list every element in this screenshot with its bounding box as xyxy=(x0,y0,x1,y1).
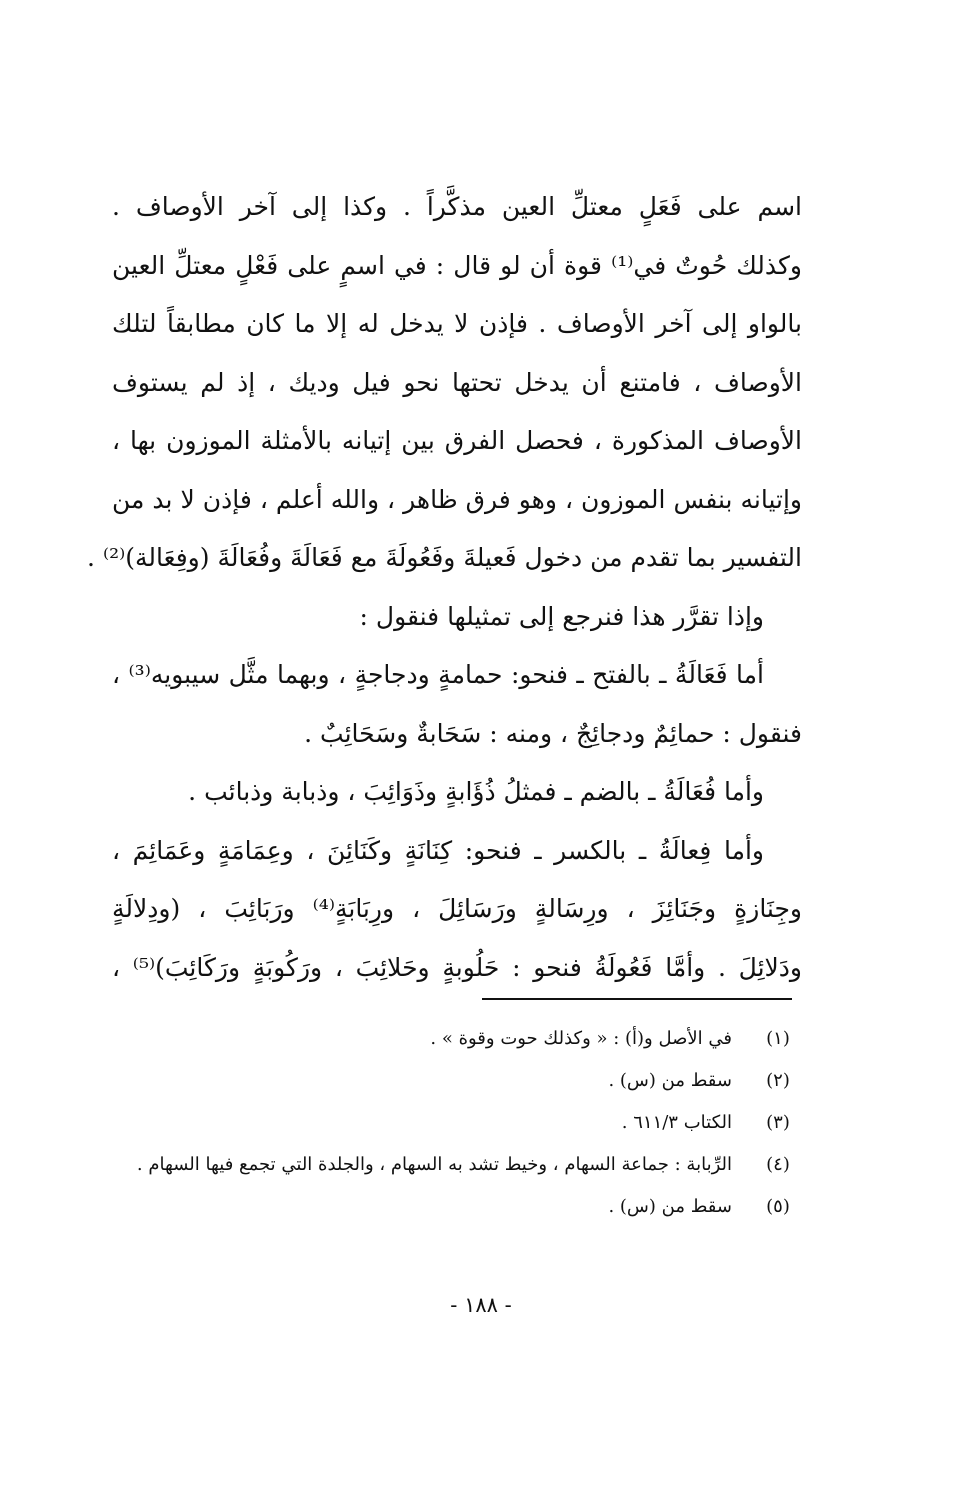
text-line-6: وإتيانه بنفس الموزون ، وهو فرق ظاهر ، والله أعلم ، فإذن لا بد من xyxy=(112,484,802,514)
footnote-number: (٥) xyxy=(766,1196,790,1217)
text-line-8: وإذا تقرَّر هذا فنرجع إلى تمثيلها فنقول : xyxy=(359,601,764,631)
text-line-12: وأما فِعالَةُ ـ بالكسر ـ فنحو: كِنَانَةٍ وكَنَائِنَ ، وعِمَامَةٍ وعَمَائِمَ ، xyxy=(112,835,764,865)
text-line-2: وكذلك حُوتٌ في⁽¹⁾ قوة أن لو قال : في اسمٍ على فَعْلٍ معتلِّ العين xyxy=(112,250,802,280)
footnote-text: الرِّبابة : جماعة السهام ، وخيط تشد به السهام ، والجلدة التي تجمع فيها السهام . xyxy=(136,1154,732,1175)
text-line-11: وأما فُعَالَةُ ـ بالضم ـ فمثلُ ذُؤَابةٍ وذَوَائِبَ ، وذبابة وذبائب . xyxy=(188,777,764,806)
text-line-10: فنقول : حمائِمٌ ودجائِجٌ ، ومنه : سَحَابةٌ وسَحَائِبٌ . xyxy=(304,718,802,748)
footnote-1 xyxy=(112,1018,802,1060)
text-line-5: الأوصاف المذكورة ، فحصل الفرق بين إتيانه بالأمثلة الموزون بها ، xyxy=(112,426,802,455)
footnote-number: (١) xyxy=(766,1028,790,1049)
footnotes xyxy=(112,1018,802,1228)
text-line-7: التفسير بما تقدم من دخول فَعيلةَ وفَعُولَةَ مع فَعَالَةَ وفُعَالَةَ (وفِعَالة)⁽²⁾ . xyxy=(87,543,802,572)
footnote-separator xyxy=(482,998,792,1000)
text-line-14: ودَلائِلَ . وأمَّا فَعُولَةُ فنحو : حَلُوبةٍ وحَلائِبَ ، ورَكُوبَةٍ ورَكَائِبَ)⁽⁵⁾ ، xyxy=(112,952,802,982)
footnote-3 xyxy=(112,1102,802,1144)
footnote-text: الكتاب ٦١١/٣ . xyxy=(621,1112,732,1133)
footnote-number: (٤) xyxy=(766,1154,790,1175)
text-line-4: الأوصاف ، فامتنع أن يدخل تحتها نحو فيل وديك ، إذ لم يستوف xyxy=(112,367,802,397)
page-number: - ١٨٨ - xyxy=(450,1293,512,1317)
text-line-1: اسم على فَعَلٍ معتلِّ العين مذكَّراً . وكذا إلى آخر الأوصاف . xyxy=(112,192,802,221)
footnote-text: سقط من (س) . xyxy=(608,1070,732,1091)
main-text-block xyxy=(87,178,803,997)
footnote-5 xyxy=(112,1186,802,1228)
footnote-4 xyxy=(112,1144,802,1186)
footnote-2 xyxy=(112,1060,802,1102)
footnote-number: (٣) xyxy=(766,1112,790,1133)
footnote-number: (٢) xyxy=(766,1070,790,1091)
footnote-text: في الأصل و(أ) : « وكذلك حوت وقوة » . xyxy=(430,1028,732,1049)
text-line-13: وجِنَازةٍ وجَنَائِزَ ، ورِسَالةٍ ورَسَائِلَ ، ورِبَابَةٍ⁽⁴⁾ ورَبَائِبَ ، (ودِلالَةٍ xyxy=(112,894,803,923)
text-line-3: بالواو إلى آخر الأوصاف . فإذن لا يدخل له إلا ما كان مطابقاً لتلك xyxy=(112,309,802,338)
footnote-text: سقط من (س) . xyxy=(608,1196,732,1217)
text-line-9: أما فَعَالَةُ ـ بالفتح ـ فنحو: حمامةٍ ودجاجةٍ ، وبهما مثَّل سيبويه⁽³⁾ ، xyxy=(112,660,764,689)
